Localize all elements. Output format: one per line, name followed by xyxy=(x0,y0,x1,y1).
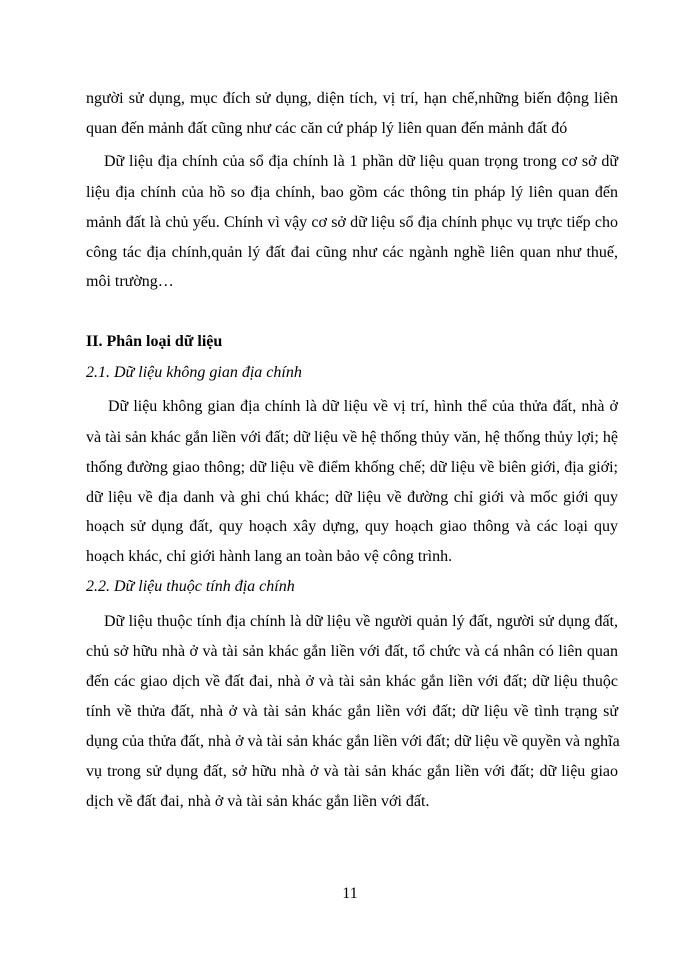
sub2-line: đến các giao dịch về đất đai, nhà ở và tài sản khác gắn liền với đất; dữ liệu thuộc xyxy=(86,673,618,690)
sub1-line: Dữ liệu không gian địa chính là dữ liệu về vị trí, hình thể của thửa đất, nhà ở xyxy=(108,398,618,415)
para1-line: Dữ liệu địa chính của sổ địa chính là 1 phần dữ liệu quan trọng trong cơ sở dữ xyxy=(104,153,618,170)
subsection-heading-2-2: 2.2. Dữ liệu thuộc tính địa chính xyxy=(86,578,295,595)
para1-line: liệu địa chính của hồ so địa chính, bao gồm các thông tin pháp lý liên quan đến xyxy=(86,184,618,201)
sub2-line: vụ trong sử dụng đất, sở hữu nhà ở và tài sản khác gắn liền với đất; dữ liệu giao xyxy=(86,763,618,780)
section-heading: II. Phân loại dữ liệu xyxy=(86,333,223,350)
sub2-line: tính về thửa đất, nhà ở và tài sản khác gắn liền với đất; dữ liệu về tình trạng sử xyxy=(86,703,618,720)
sub2-line: Dữ liệu thuộc tính địa chính là dữ liệu về người quản lý đất, người sử dụng đất, xyxy=(104,613,618,630)
sub1-line: hoạch sử dụng đất, quy hoạch xây dựng, quy hoạch giao thông và các loại quy xyxy=(86,518,618,535)
sub1-line: dữ liệu về địa danh và ghi chú khác; dữ liệu về đường chỉ giới và mốc giới quy xyxy=(86,489,618,506)
para1-line: môi trường… xyxy=(86,273,174,290)
page-number: 11 xyxy=(342,885,358,902)
sub1-line: hoạch khác, chỉ giới hành lang an toàn bảo vệ công trình. xyxy=(86,548,453,565)
sub2-line: dụng của thửa đất, nhà ở và tài sản khác gắn liền với đất; dữ liệu về quyền và nghĩa xyxy=(86,733,620,750)
sub1-line: và tài sản khác gắn liền với đất; dữ liệu về hệ thống thủy văn, hệ thống thủy lợi; hệ xyxy=(86,429,618,446)
sub2-line: dịch về đất đai, nhà ở và tài sản khác gắn liền với đất. xyxy=(86,793,430,810)
intro-line: người sử dụng, mục đích sử dụng, diện tích, vị trí, hạn chế,những biến động liên xyxy=(86,90,618,107)
subsection-heading-2-1: 2.1. Dữ liệu không gian địa chính xyxy=(86,364,302,381)
para1-line: công tác địa chính,quản lý đất đai cũng như các ngành nghề liên quan như thuế, xyxy=(86,244,618,261)
sub2-line: chủ sở hữu nhà ở và tài sản khác gắn liền với đất, tổ chức và cá nhân có liên quan xyxy=(86,643,618,660)
para1-line: mảnh đất là chủ yếu. Chính vì vậy cơ sở dữ liệu sổ địa chính phục vụ trực tiếp cho xyxy=(86,214,618,231)
sub1-line: thống đường giao thông; dữ liệu về điểm khống chế; dữ liệu về biên giới, địa giới; xyxy=(86,459,618,476)
intro-line: quan đến mảnh đất cũng như các căn cứ pháp lý liên quan đến mảnh đất đó xyxy=(86,120,568,137)
